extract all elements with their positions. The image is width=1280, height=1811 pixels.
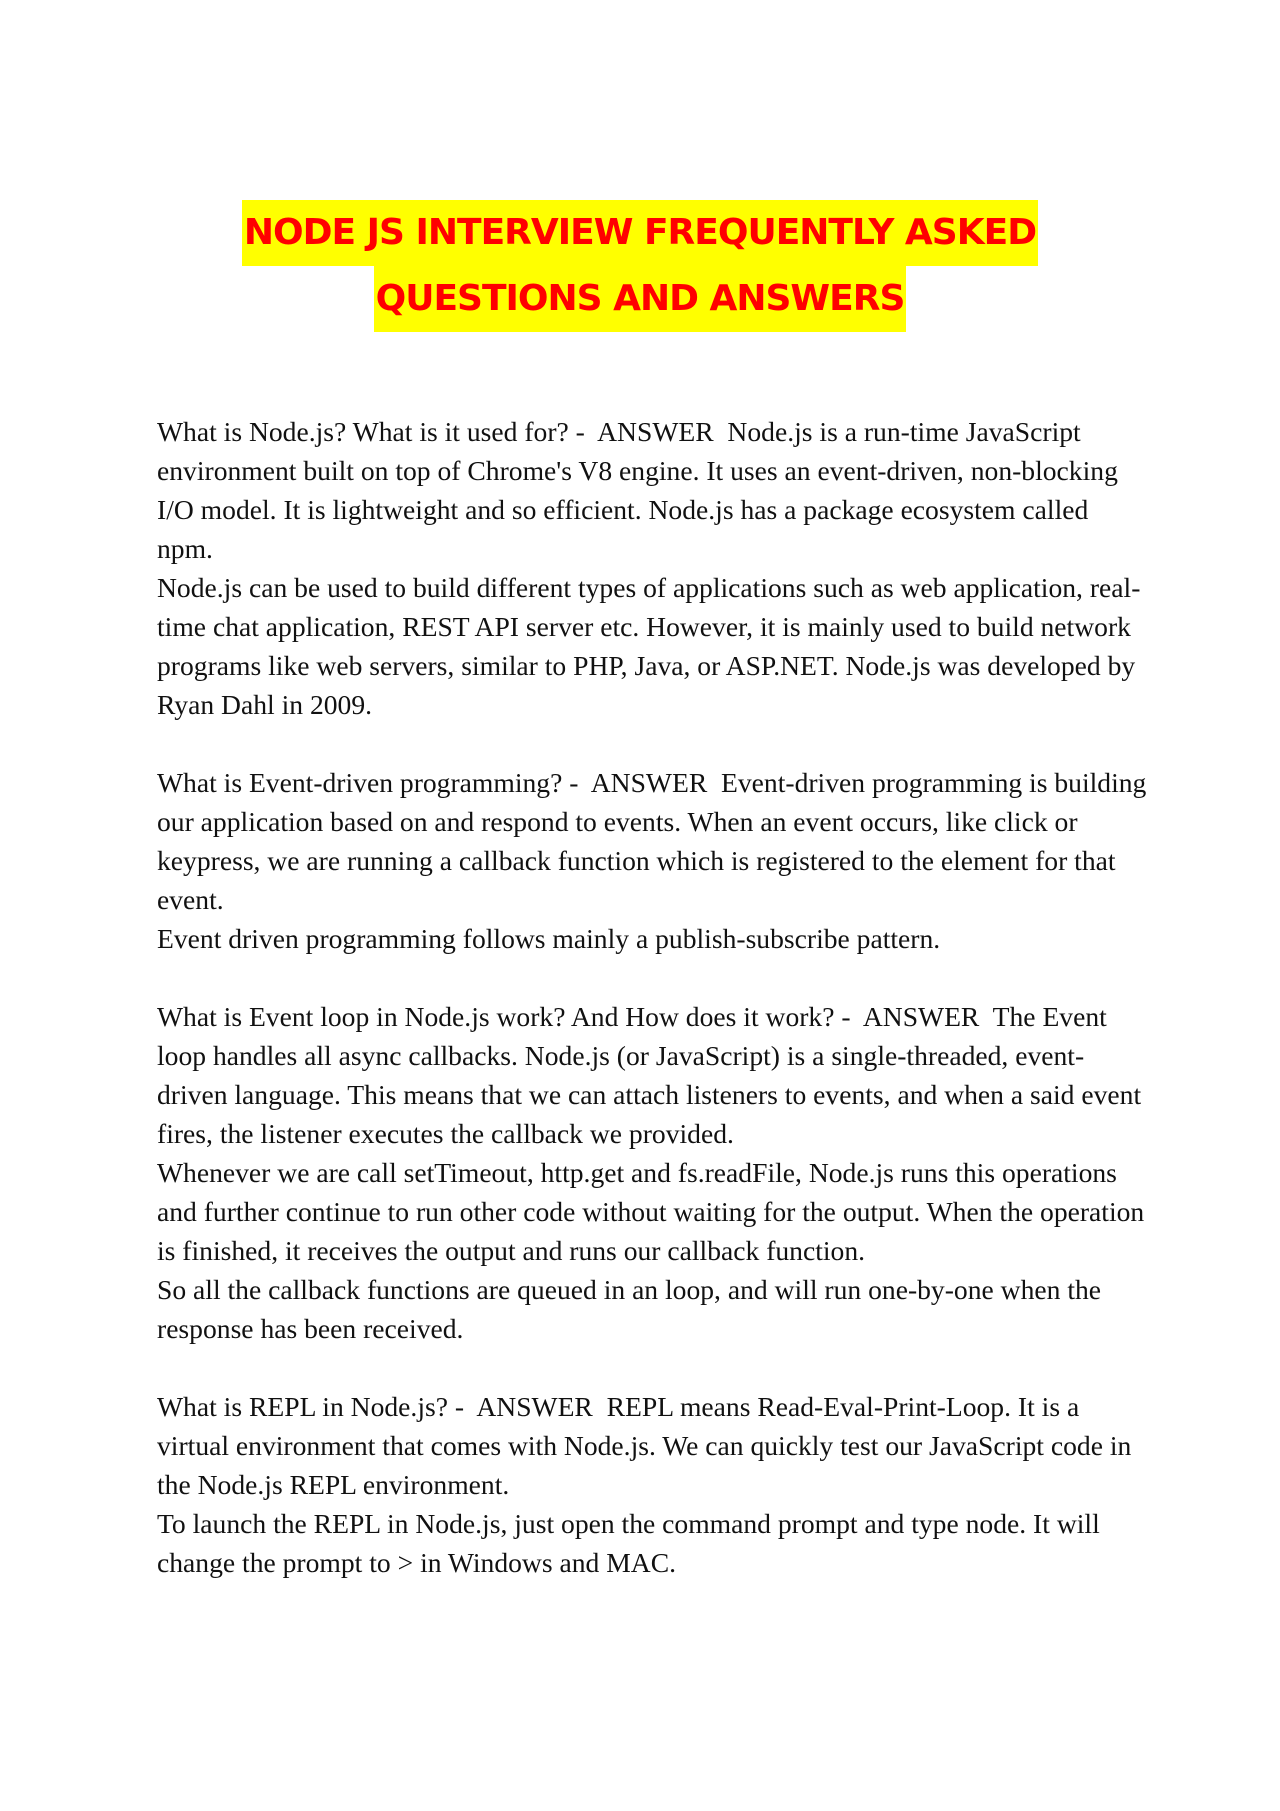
title-line-1: NODE JS INTERVIEW FREQUENTLY ASKED	[242, 200, 1038, 266]
qa-content	[157, 412, 1154, 1621]
qa-item-repl	[157, 1387, 1147, 1582]
qa-item-event-driven	[157, 763, 1154, 958]
question-answer-paragraph: What is REPL in Node.js? - ANSWER REPL means Read-Eval-Print-Loop. It is a virtual environment that comes with Node.js. We can quickly test our JavaScript code in the Node.js REPL environment.	[157, 1391, 1139, 1500]
question-answer-paragraph: What is Node.js? What is it used for? - ANSWER Node.js is a run-time JavaScript environment built on top of Chrome's V8 engine. It uses an event-driven, non-blocking I/O model. It is lightweight and so efficient. Node.js has a package ecosystem called npm.	[157, 416, 1125, 564]
question-answer-paragraph: What is Event loop in Node.js work? And How does it work? - ANSWER The Event loop handles all async callbacks. Node.js (or JavaScript) is a single-threaded, event-driven language. This means that we can attach listeners to events, and when a said event fires, the listener executes the callback we provided.	[157, 1001, 1149, 1149]
answer-paragraph: To launch the REPL in Node.js, just open the command prompt and type node. It will change the prompt to > in Windows and MAC.	[157, 1508, 1107, 1578]
document-title	[120, 200, 1160, 332]
answer-paragraph: Event driven programming follows mainly a publish-subscribe pattern.	[157, 923, 941, 954]
answer-paragraph: So all the callback functions are queued in an loop, and will run one-by-one when the response has been received.	[157, 1274, 1108, 1344]
qa-item-event-loop	[157, 997, 1152, 1348]
qa-item-nodejs	[157, 412, 1147, 724]
answer-paragraph: Whenever we are call setTimeout, http.get and fs.readFile, Node.js runs this operations and further continue to run other code without waiting for the output. When the operation is finished, it receives the output and runs our callback function.	[157, 1157, 1152, 1266]
title-line-2: QUESTIONS AND ANSWERS	[374, 266, 907, 332]
answer-paragraph: Node.js can be used to build different types of applications such as web application, real-time chat application, REST API server etc. However, it is mainly used to build network programs like web servers, similar to PHP, Java, or ASP.NET. Node.js was developed by Ryan Dahl in 2009.	[157, 572, 1143, 720]
question-answer-paragraph: What is Event-driven programming? - ANSWER Event-driven programming is building our application based on and respond to events. When an event occurs, like click or keypress, we are running a callback function which is registered to the element for that event.	[157, 767, 1154, 915]
